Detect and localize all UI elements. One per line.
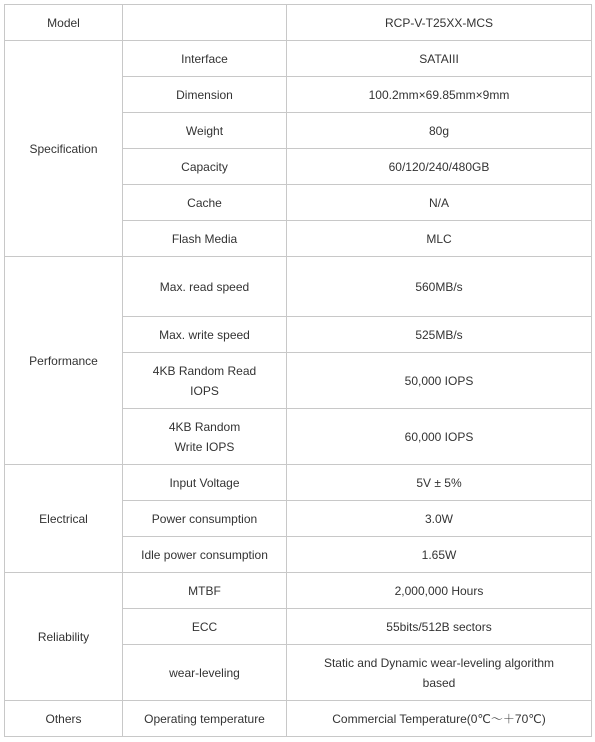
property-cell: Power consumption (123, 501, 287, 537)
value-cell: 560MB/s (287, 257, 592, 317)
value-cell: 80g (287, 113, 592, 149)
value-line: based (422, 675, 456, 690)
table-row-model (5, 5, 592, 41)
property-cell: Operating temperature (123, 701, 287, 737)
model-empty-cell (123, 5, 287, 41)
category-others: Others (5, 701, 123, 737)
value-cell: 2,000,000 Hours (287, 573, 592, 609)
value-cell: 100.2mm×69.85mm×9mm (287, 77, 592, 113)
specification-table (4, 4, 592, 737)
property-cell: Max. read speed (123, 257, 287, 317)
property-cell: ECC (123, 609, 287, 645)
property-cell: Weight (123, 113, 287, 149)
property-line: Write IOPS (174, 439, 235, 454)
property-cell: Interface (123, 41, 287, 77)
category-reliability: Reliability (5, 573, 123, 701)
table-row (5, 41, 592, 77)
value-cell: 3.0W (287, 501, 592, 537)
property-cell: Flash Media (123, 221, 287, 257)
value-cell: N/A (287, 185, 592, 221)
property-line: 4KB Random (168, 419, 241, 434)
value-cell: 60,000 IOPS (287, 409, 592, 465)
property-cell: Capacity (123, 149, 287, 185)
property-line: 4KB Random Read (152, 363, 257, 378)
property-cell: Idle power consumption (123, 537, 287, 573)
value-cell: MLC (287, 221, 592, 257)
value-cell: 525MB/s (287, 317, 592, 353)
value-cell: SATAIII (287, 41, 592, 77)
value-cell: 5V ± 5% (287, 465, 592, 501)
value-cell: 1.65W (287, 537, 592, 573)
property-cell (123, 353, 287, 409)
table-row (5, 573, 592, 609)
table-row (5, 701, 592, 737)
property-cell: Input Voltage (123, 465, 287, 501)
value-line: Static and Dynamic wear-leveling algorithm (323, 655, 555, 670)
category-specification: Specification (5, 41, 123, 257)
property-line: IOPS (190, 383, 219, 398)
value-cell (287, 645, 592, 701)
property-cell: Max. write speed (123, 317, 287, 353)
value-cell: Commercial Temperature(0℃～＋70℃) (287, 701, 592, 737)
category-electrical: Electrical (5, 465, 123, 573)
value-cell: 60/120/240/480GB (287, 149, 592, 185)
category-performance: Performance (5, 257, 123, 465)
property-cell: MTBF (123, 573, 287, 609)
model-value: RCP-V-T25XX-MCS (287, 5, 592, 41)
table-row (5, 257, 592, 317)
value-cell: 55bits/512B sectors (287, 609, 592, 645)
property-cell (123, 409, 287, 465)
property-cell: Dimension (123, 77, 287, 113)
table-row (5, 465, 592, 501)
property-cell: wear-leveling (123, 645, 287, 701)
model-label: Model (5, 5, 123, 41)
property-cell: Cache (123, 185, 287, 221)
value-cell: 50,000 IOPS (287, 353, 592, 409)
